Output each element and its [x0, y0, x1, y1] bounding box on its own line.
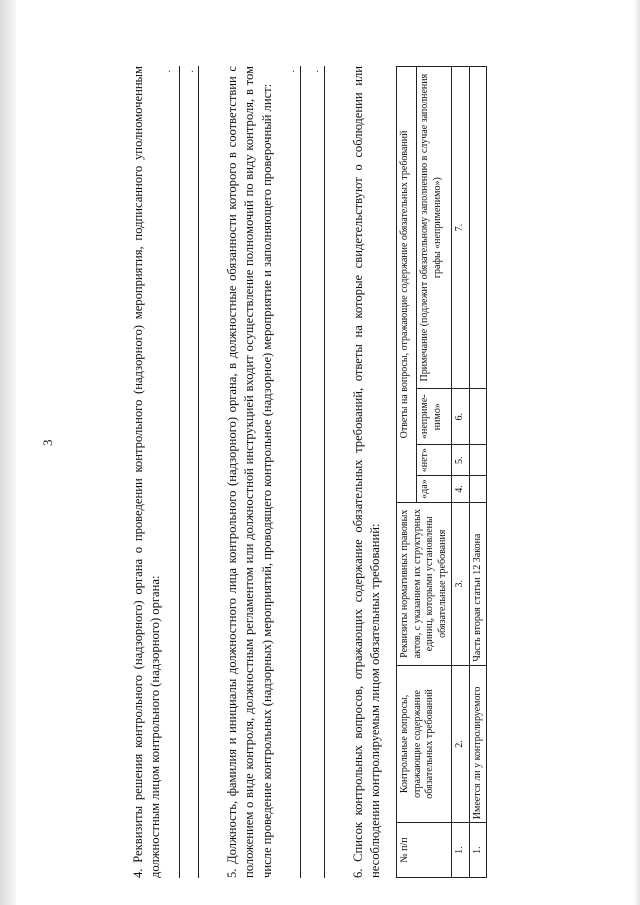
- row-num: 1.: [469, 823, 487, 878]
- section-5-official-info: 5. Должность, фамилия и инициалы должностного лица контрольного (надзорного) органа, в должностные обязанности которого в соответствии с положением о виде контроля, должностным регламентом или должностной инструкцией входит осуществление полномочий по виду контроля, в том числе проведение контрольных (надзорных) мероприятий, проводящего контрольное (надзорное) мероприятие и заполняющего проверочный лист:: [225, 66, 274, 878]
- page-number: 3: [40, 439, 55, 446]
- column-number: 2.: [452, 665, 470, 823]
- column-number: 4.: [452, 476, 470, 503]
- fill-line-section-4-b: [198, 66, 199, 878]
- table-numbering-row: [452, 67, 470, 878]
- section-4-decision-requisites: 4. Реквизиты решения контрольного (надзорного) органа о проведении контрольного (надзорного) мероприятия, подписанного уполномоченным должностным лицом контрольного (надзорного) органа:: [131, 66, 163, 878]
- header-requisites: Реквизиты нормативных правовых актов, с указанием их структурных единиц, которыми установлены обязательные требования: [397, 502, 452, 665]
- column-number: 5.: [452, 445, 470, 476]
- column-number: 1.: [452, 823, 470, 878]
- requirements-table: [396, 66, 487, 878]
- header-num: № п/п: [397, 823, 452, 878]
- row-requisites: Часть вторая статьи 12 Закона: [469, 502, 487, 665]
- column-number: 3.: [452, 502, 470, 665]
- section-6-question-list: 6. Список контрольных вопросов, отражающих содержание обязательных требований, ответы на которые свидетельствуют о соблюдении или несоблюдении контролируемым лицом обязательных требований:: [351, 66, 383, 878]
- table-header-row: [397, 67, 417, 878]
- fill-line-section-5-b: [324, 66, 325, 878]
- column-number: 7.: [452, 67, 470, 389]
- table-row: [469, 67, 487, 878]
- row-no: [469, 445, 487, 476]
- fill-line-section-4: [179, 66, 180, 878]
- header-yes: «да»: [417, 476, 452, 503]
- row-note: [469, 67, 487, 389]
- header-answers: Ответы на вопросы, отражающие содержание обязательных требований: [397, 67, 417, 503]
- header-no: «нет»: [417, 445, 452, 476]
- row-not-applicable: [469, 389, 487, 445]
- header-question: Контрольные вопросы, отражающие содержание обязательных требований: [397, 665, 452, 823]
- header-not-applicable: «неприме-нимо»: [417, 389, 452, 445]
- column-number: 6.: [452, 389, 470, 445]
- page-edge-right: [634, 0, 640, 905]
- row-question: Имеется ли у контролируемого: [469, 665, 487, 823]
- fill-line-section-5: [300, 66, 301, 878]
- row-yes: [469, 476, 487, 503]
- header-note: Примечание (подлежит обязательному заполнению в случае заполнения графы «неприменимо»): [417, 67, 452, 389]
- document-body: . 4. Реквизиты решения контрольного (надзорного) органа о проведении контрольного (надзорного) мероприятия, подписанного уполномоченным должностным лицом контрольного (надзорного) органа: . 5. Должность, фамилия и инициалы должностного лица контрольного (надзорного) органа, в должностные обязанности которого в соответствии с положением о виде контроля, должностным регламентом или должностной инструкцией входит осуществление полномочий по виду контроля, в том числе проведение контрольных (надзорных) мероприятий, проводящего контрольное (надзорное) мероприятие и заполняющего проверочный лист: . . 6. Список контрольных вопросов, отражающих содержание обязательных требований, ответы на которые свидетельствуют о соблюдении или несоблюдении контролируемым лицом обязательных требований: № п/п Контрольные вопросы, отражающие содержание обязательных требований Реквизиты нормативных правовых актов, с указанием их структурных единиц, которыми установлены обязательные требования Ответы на вопросы, отражающие содержание обязательных требований «да» «нет» «неприме-нимо» Примечание (подлежит обязательному заполнению в случае заполнения графы «неприменимо») 1. 2. 3. 4. 5. 6. 7. 1. Имеется ли у контролируемого Часть вторая статьи 12 Закона: [100, 66, 530, 878]
- page-edge-shadow: [0, 0, 16, 905]
